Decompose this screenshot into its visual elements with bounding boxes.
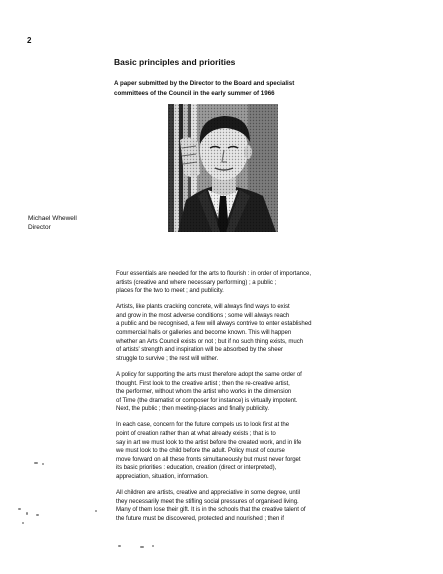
paragraph [116, 270, 378, 296]
text-line: a public and be recognised, a few will always contrive to enter established [116, 320, 312, 328]
director-portrait-photo [168, 104, 278, 232]
text-line: move forward on all these fronts simultaneously but must never forget [116, 455, 301, 463]
text-line: the future must be discovered, protected and nourished ; then if [116, 514, 284, 522]
text-line: A policy for supporting the arts must therefore adopt the same order of [116, 370, 302, 378]
text-line: say in art we must look to the artist before the created work, and in life [116, 438, 302, 446]
paragraph [116, 421, 378, 481]
scan-speck [36, 514, 39, 516]
caption-role: Director [28, 224, 51, 231]
scan-speck [34, 462, 38, 464]
text-line: Four essentials are needed for the arts to flourish : in order of importance, [116, 270, 311, 277]
text-line: artists (creative and where necessary performing) ; a public ; [116, 278, 277, 286]
scan-speck [95, 510, 97, 512]
subtitle-line: A paper submitted by the Director to the Board and specialist [114, 80, 295, 87]
body-text [116, 270, 378, 531]
text-line: Artists, like plants cracking concrete, will always find ways to exist [116, 303, 290, 311]
text-line: whether an Arts Council exists or not ; but if no such thing exists, much [116, 337, 304, 345]
subtitle-line: committees of the Council in the early summer of 1966 [114, 89, 275, 97]
section-title: Basic principles and priorities [114, 57, 236, 67]
paragraph [116, 489, 378, 523]
text-line: its basic priorities : education, creation (direct or interpreted), [116, 464, 277, 472]
text-line: commercial halls or galleries and become known. This will happen [116, 329, 292, 337]
text-line: places for the two to meet ; and publicity. [116, 287, 224, 295]
text-line: In each case, concern for the future compels us to look first at the [116, 421, 290, 429]
scan-speck [42, 463, 44, 465]
text-line: of Time (the dramatist or composer for instance) is virtually impotent. [116, 396, 298, 404]
text-line: Many of them lose their gift. It is in the schools that the creative talent of [116, 506, 306, 514]
text-line: of artists' strength and inspiration will be absorbed by the sheer [116, 346, 283, 354]
text-line: and grow in the most adverse conditions ; some will always reach [116, 311, 290, 319]
scan-speck [118, 545, 121, 547]
scan-speck [22, 522, 24, 524]
scan-speck [18, 508, 21, 510]
caption-name: Michael Whewell [28, 215, 77, 222]
portrait-caption [28, 214, 77, 232]
page-number: 2 [27, 36, 32, 45]
scan-speck [26, 512, 28, 515]
scan-speck [152, 545, 154, 547]
text-line: thought. First look to the creative artist ; then the re-creative artist, [116, 379, 290, 387]
paragraph [116, 303, 378, 363]
text-line: point of creation rather than at what already exists ; that is to [116, 430, 276, 437]
text-line: appreciation, situation, information. [116, 472, 209, 480]
scan-speck [140, 546, 144, 548]
text-line: struggle to survive ; the rest will wither. [116, 354, 219, 362]
text-line: Next, the public ; then meeting-places and finally publicity. [116, 405, 269, 413]
text-line: they necessarily meet the stifling social pressures of organised living. [116, 497, 299, 505]
text-line: the performer, without whom the artist who works in the dimension [116, 388, 292, 396]
text-line: we must look to the child before the adult. Policy must of course [116, 447, 285, 455]
paragraph [116, 371, 378, 414]
text-line: All children are artists, creative and appreciative in some degree, until [116, 489, 300, 497]
subtitle [114, 79, 374, 98]
